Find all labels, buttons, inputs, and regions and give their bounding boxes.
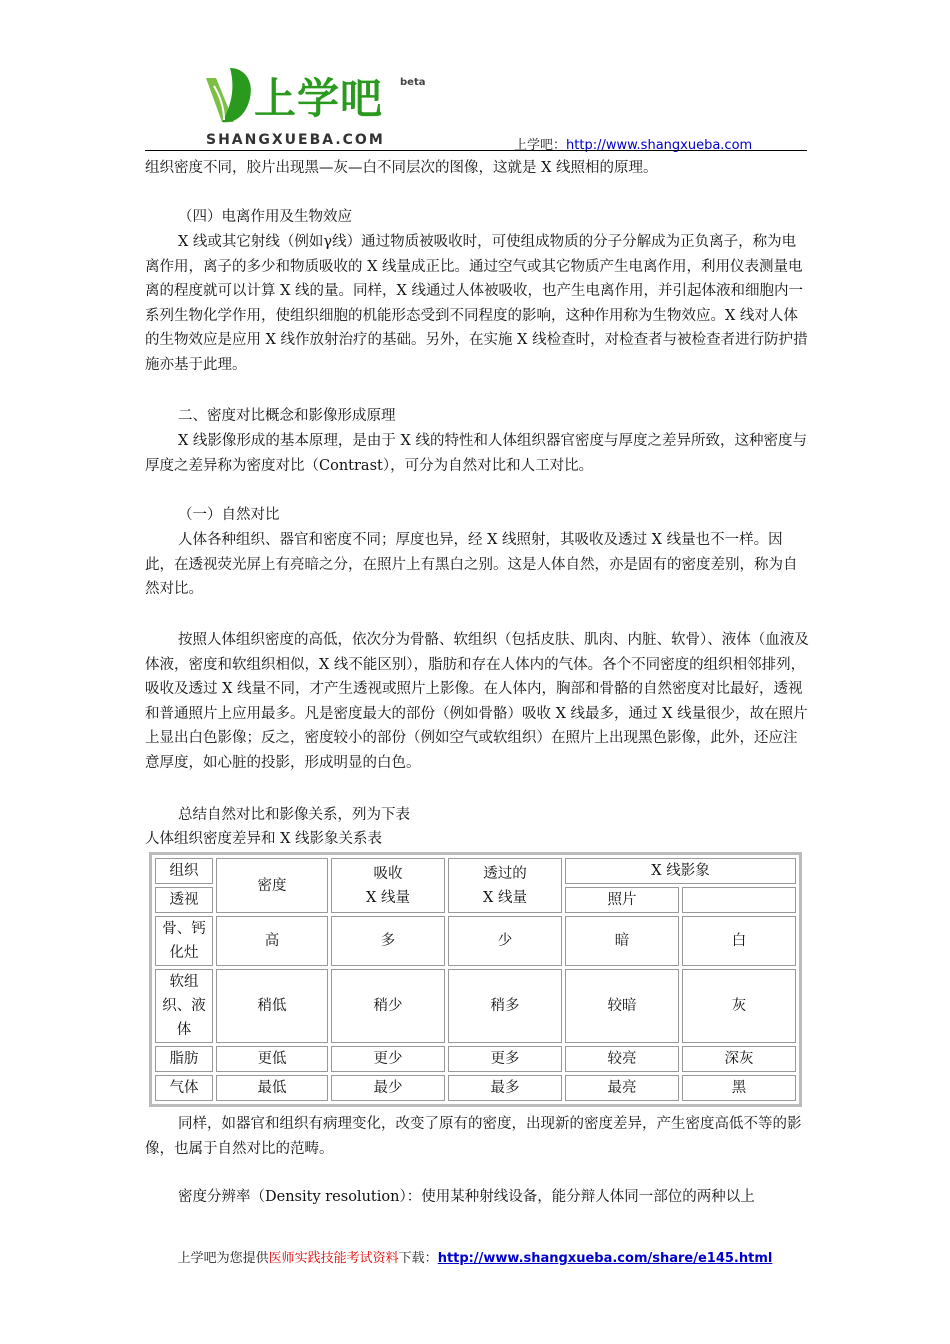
table-cell-fluoroscopy: 暗: [565, 916, 679, 966]
table-cell-density: 稍低: [216, 969, 328, 1043]
table-cell-density: 高: [216, 916, 328, 966]
table-row: [155, 1075, 796, 1101]
table-header-transmitted-line2: X 线量: [483, 889, 527, 906]
table-cell-film: 白: [682, 916, 796, 966]
table-cell-name: 脂肪: [155, 1046, 213, 1072]
paragraph-continuation: 组织密度不同，胶片出现黑—灰—白不同层次的图像，这就是 X 线照相的原理。: [145, 160, 658, 176]
paragraph-density-resolution: 密度分辨率（Density resolution）：使用某种射线设备，能分辩人体同一部位的两种以上: [178, 1189, 755, 1205]
footer-download-link[interactable]: http://www.shangxueba.com/share/e145.html: [437, 1251, 773, 1266]
paragraph-ionization: X 线或其它射线（例如γ线）通过物质被吸收时，可使组成物质的分子分解成为正负离子，称为电离作用，离子的多少和物质吸收的 X 线量成正比。通过空气或其它物质产生电离作用，利用仪表测量电离的程度就可以计算 X 线的量。同样，X 线通过人体被吸收，也产生电离作用，并引起体液和细胞内一系列生物化学作用，使组织细胞的机能形态受到不同程度的影响，这种作用称为生物效应。X 线对人体的生物效应是应用 X 线作放射治疗的基础。另外，在实施 X 线检查时，对检查者与被检查者进行防护措施亦基于此理。: [145, 234, 808, 373]
table-cell-transmitted: 最多: [448, 1075, 562, 1101]
table-header-density: 密度: [216, 858, 328, 913]
paragraph-pathology: 同样，如器官和组织有病理变化，改变了原有的密度，出现新的密度差异，产生密度高低不等的影像，也属于自然对比的范畴。: [145, 1116, 802, 1157]
table-cell-fluoroscopy: 较暗: [565, 969, 679, 1043]
table-cell-transmitted: 更多: [448, 1046, 562, 1072]
table-cell-absorption: 稍少: [331, 969, 445, 1043]
table-title: 人体组织密度差异和 X 线影象关系表: [145, 831, 383, 847]
table-header-xray-image: X 线影象: [565, 858, 796, 884]
logo-wordmark: 上学吧: [254, 74, 384, 123]
logo-beta-tag: beta: [400, 77, 426, 88]
paragraph-natural-contrast: 人体各种组织、器官和密度不同；厚度也异，经 X 线照射，其吸收及透过 X 线量也不一样。因此，在透视荧光屏上有亮暗之分，在照片上有黑白之别。这是人体自然，亦是固有的密度差别，称为自然对比。: [145, 532, 798, 597]
table-cell-absorption: 更少: [331, 1046, 445, 1072]
table-cell-density: 更低: [216, 1046, 328, 1072]
logo-subtitle: SHANGXUEBA.COM: [206, 132, 385, 148]
table-header-film: 照片: [565, 887, 679, 913]
table-cell-name: 气体: [155, 1075, 213, 1101]
header-url-link[interactable]: http://www.shangxueba.com: [566, 138, 753, 153]
table-cell-absorption: 多: [331, 916, 445, 966]
table-cell-density: 最低: [216, 1075, 328, 1101]
paragraph-tissue-density: 按照人体组织密度的高低，依次分为骨骼、软组织（包括皮肤、肌肉、内脏、软骨）、液体（血液及体液，密度和软组织相似，X 线不能区别），脂肪和存在人体内的气体。各个不同密度的组织相邻排列，吸收及透过 X 线量不同，才产生透视或照片上影像。在人体内，胸部和骨骼的自然密度对比最好，透视和普通照片上应用最多。凡是密度最大的部份（例如骨骼）吸收 X 线最多，通过 X 线量很少，故在照片上显出白色影像；反之，密度较小的部份（例如空气或软组织）在照片上出现黑色影像，此外，还应注意厚度，如心脏的投影，形成明显的白色。: [145, 632, 809, 771]
table-cell-fluoroscopy: 最亮: [565, 1075, 679, 1101]
table-row: [155, 1046, 796, 1072]
table-cell-film: 深灰: [682, 1046, 796, 1072]
table-header-transmitted: [448, 858, 562, 913]
section-heading-density-contrast: 二、密度对比概念和影像形成原理: [178, 408, 396, 424]
header-site-label: 上学吧：: [514, 138, 567, 153]
table-cell-film: 灰: [682, 969, 796, 1043]
table-header-tissue: 组织: [155, 858, 213, 884]
footer-mid: 下载：: [398, 1251, 438, 1266]
section-heading-ionization: （四）电离作用及生物效应: [178, 209, 352, 225]
table-header-absorption-line1: 吸收: [373, 865, 403, 882]
table-header-absorption: [331, 858, 445, 913]
table-cell-fluoroscopy: 较亮: [565, 1046, 679, 1072]
footer-prefix: 上学吧为您提供: [177, 1251, 269, 1266]
page-footer: [0, 1247, 950, 1266]
table-header-fluoroscopy: 透视: [155, 887, 213, 913]
density-xray-table: [149, 852, 802, 1107]
table-header-absorption-line2: X 线量: [366, 889, 410, 906]
table-cell-film: 黑: [682, 1075, 796, 1101]
paragraph-summary-intro: 总结自然对比和影像关系，列为下表: [178, 807, 410, 823]
table-cell-transmitted: 少: [448, 916, 562, 966]
table-cell-name: 软组织、液体: [155, 969, 213, 1043]
section-heading-natural-contrast: （一）自然对比: [178, 507, 280, 523]
table-header-transmitted-line1: 透过的: [483, 865, 527, 882]
table-cell-absorption: 最少: [331, 1075, 445, 1101]
footer-highlight: 医师实践技能考试资料: [268, 1251, 399, 1266]
header-divider: [145, 150, 807, 151]
table-row: [155, 916, 796, 966]
table-cell-transmitted: 稍多: [448, 969, 562, 1043]
paragraph-density-contrast: X 线影像形成的基本原理，是由于 X 线的特性和人体组织器官密度与厚度之差异所致，这种密度与厚度之差异称为密度对比（Contrast），可分为自然对比和人工对比。: [145, 433, 807, 474]
table-row: [155, 969, 796, 1043]
table-cell-name: 骨、钙化灶: [155, 916, 213, 966]
table-header-blank: [682, 887, 796, 913]
